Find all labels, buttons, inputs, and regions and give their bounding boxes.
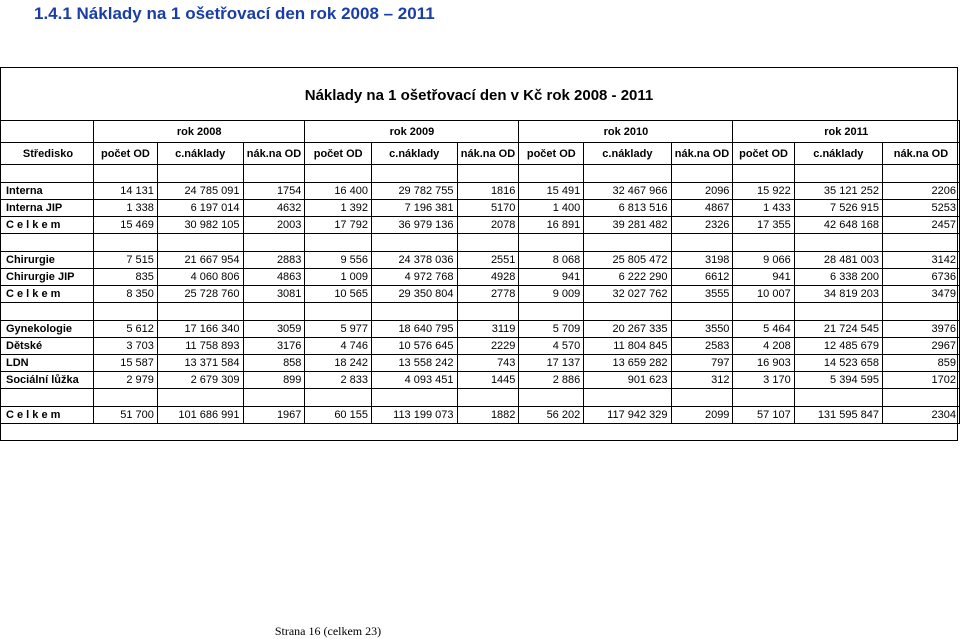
table-cell: 32 027 762: [584, 286, 671, 303]
table-cell: 3 170: [733, 372, 794, 389]
table-cell: 4 972 768: [371, 269, 457, 286]
table-cell: 797: [671, 355, 733, 372]
table-cell: 15 469: [93, 217, 157, 234]
table-cell: 4928: [457, 269, 519, 286]
table-cell: 3142: [882, 252, 959, 269]
table-cell: 3 703: [93, 338, 157, 355]
row-label: Interna: [0, 183, 93, 200]
table-cell: 13 371 584: [157, 355, 243, 372]
table-cell: 13 558 242: [371, 355, 457, 372]
table-cell: 835: [93, 269, 157, 286]
table-cell: 7 196 381: [371, 200, 457, 217]
table-cell: 25 728 760: [157, 286, 243, 303]
row-label: C e l k e m: [0, 286, 93, 303]
section-heading: 1.4.1 Náklady na 1 ošetřovací den rok 2008 – 2011: [34, 4, 435, 23]
table-cell: 14 523 658: [794, 355, 882, 372]
table-cell: 6736: [882, 269, 959, 286]
year-2009-header: rok 2009: [305, 121, 519, 143]
table-cell: 2583: [671, 338, 733, 355]
table-cell: 1754: [243, 183, 305, 200]
table-cell: 941: [733, 269, 794, 286]
column-header: počet OD: [733, 143, 794, 165]
table-cell: 1882: [457, 407, 519, 424]
row-label: C e l k e m: [0, 217, 93, 234]
table-cell: 9 556: [305, 252, 372, 269]
table-cell: 1 338: [93, 200, 157, 217]
year-2008-header: rok 2008: [93, 121, 304, 143]
table-cell: 2883: [243, 252, 305, 269]
table-cell: 11 758 893: [157, 338, 243, 355]
table-cell: 2099: [671, 407, 733, 424]
table-cell: 32 467 966: [584, 183, 671, 200]
table-cell: 8 350: [93, 286, 157, 303]
column-header: nák.na OD: [882, 143, 959, 165]
table-cell: 36 979 136: [371, 217, 457, 234]
table-cell: 4 060 806: [157, 269, 243, 286]
column-header: Středisko: [0, 143, 93, 165]
table-cell: 42 648 168: [794, 217, 882, 234]
table-cell: 1445: [457, 372, 519, 389]
table-cell: 1967: [243, 407, 305, 424]
spacer-row: [0, 165, 960, 183]
table-row: [0, 217, 960, 234]
table-cell: 30 982 105: [157, 217, 243, 234]
spacer-row: [0, 234, 960, 252]
table-cell: 2206: [882, 183, 959, 200]
table-cell: 2326: [671, 217, 733, 234]
table-row: [0, 407, 960, 424]
column-header: nák.na OD: [671, 143, 733, 165]
column-header: c.náklady: [584, 143, 671, 165]
table-cell: 10 565: [305, 286, 372, 303]
table-cell: 101 686 991: [157, 407, 243, 424]
column-header: nák.na OD: [457, 143, 519, 165]
table-cell: 5 394 595: [794, 372, 882, 389]
table-cell: 16 903: [733, 355, 794, 372]
table-cell: 24 378 036: [371, 252, 457, 269]
table-cell: 858: [243, 355, 305, 372]
column-header: počet OD: [93, 143, 157, 165]
table-cell: 1816: [457, 183, 519, 200]
table-cell: 2967: [882, 338, 959, 355]
table-cell: 3479: [882, 286, 959, 303]
table-row: [0, 183, 960, 200]
table-cell: 12 485 679: [794, 338, 882, 355]
table-cell: 5 977: [305, 321, 372, 338]
table-cell: 131 595 847: [794, 407, 882, 424]
table-cell: 2078: [457, 217, 519, 234]
cost-table: [0, 120, 960, 424]
table-cell: 25 805 472: [584, 252, 671, 269]
row-label: Gynekologie: [0, 321, 93, 338]
table-cell: 1 433: [733, 200, 794, 217]
table-cell: 859: [882, 355, 959, 372]
table-cell: 6 197 014: [157, 200, 243, 217]
table-cell: 15 922: [733, 183, 794, 200]
table-cell: 18 242: [305, 355, 372, 372]
table-cell: 3555: [671, 286, 733, 303]
table-cell: 17 792: [305, 217, 372, 234]
row-label: C e l k e m: [0, 407, 93, 424]
table-cell: 5 709: [519, 321, 584, 338]
table-cell: 4 746: [305, 338, 372, 355]
table-row: [0, 286, 960, 303]
table-cell: 5253: [882, 200, 959, 217]
table-cell: 6612: [671, 269, 733, 286]
table-cell: 16 400: [305, 183, 372, 200]
table-cell: 2304: [882, 407, 959, 424]
table-cell: 2229: [457, 338, 519, 355]
table-cell: 113 199 073: [371, 407, 457, 424]
table-cell: 4 093 451: [371, 372, 457, 389]
row-label: Chirurgie JIP: [0, 269, 93, 286]
table-cell: 3119: [457, 321, 519, 338]
table-cell: 2778: [457, 286, 519, 303]
table-cell: 2 886: [519, 372, 584, 389]
table-cell: 3081: [243, 286, 305, 303]
table-cell: 4632: [243, 200, 305, 217]
table-cell: 3059: [243, 321, 305, 338]
table-cell: 2457: [882, 217, 959, 234]
table-cell: 5 612: [93, 321, 157, 338]
table-cell: 9 066: [733, 252, 794, 269]
table-cell: 899: [243, 372, 305, 389]
table-cell: 1702: [882, 372, 959, 389]
table-row: [0, 269, 960, 286]
table-cell: 3976: [882, 321, 959, 338]
table-cell: 4867: [671, 200, 733, 217]
table-title: Náklady na 1 ošetřovací den v Kč rok 2008 - 2011: [304, 87, 654, 104]
table-cell: 16 891: [519, 217, 584, 234]
table-cell: 28 481 003: [794, 252, 882, 269]
table-cell: 15 587: [93, 355, 157, 372]
table-cell: 60 155: [305, 407, 372, 424]
table-cell: 2 833: [305, 372, 372, 389]
table-cell: 3550: [671, 321, 733, 338]
table-row: [0, 338, 960, 355]
year-header-blank: [0, 121, 93, 143]
table-cell: 10 007: [733, 286, 794, 303]
table-cell: 9 009: [519, 286, 584, 303]
table-cell: 29 782 755: [371, 183, 457, 200]
table-cell: 5170: [457, 200, 519, 217]
table-row: [0, 355, 960, 372]
table-cell: 2551: [457, 252, 519, 269]
spacer-row: [0, 303, 960, 321]
table-cell: 56 202: [519, 407, 584, 424]
table-cell: 5 464: [733, 321, 794, 338]
table-cell: 20 267 335: [584, 321, 671, 338]
column-header: počet OD: [305, 143, 372, 165]
table-cell: 17 355: [733, 217, 794, 234]
table-cell: 1 392: [305, 200, 372, 217]
column-header: počet OD: [519, 143, 584, 165]
table-cell: 312: [671, 372, 733, 389]
table-row: [0, 372, 960, 389]
table-cell: 941: [519, 269, 584, 286]
column-header: c.náklady: [794, 143, 882, 165]
table-row: [0, 321, 960, 338]
table-cell: 15 491: [519, 183, 584, 200]
table-cell: 51 700: [93, 407, 157, 424]
table-cell: 2 979: [93, 372, 157, 389]
table-cell: 4863: [243, 269, 305, 286]
table-cell: 17 137: [519, 355, 584, 372]
table-cell: 1 400: [519, 200, 584, 217]
table-cell: 21 667 954: [157, 252, 243, 269]
table-cell: 10 576 645: [371, 338, 457, 355]
table-cell: 2 679 309: [157, 372, 243, 389]
table-cell: 6 338 200: [794, 269, 882, 286]
table-cell: 8 068: [519, 252, 584, 269]
table-cell: 3176: [243, 338, 305, 355]
table-cell: 2003: [243, 217, 305, 234]
table-cell: 3198: [671, 252, 733, 269]
table-cell: 17 166 340: [157, 321, 243, 338]
table-cell: 11 804 845: [584, 338, 671, 355]
row-label: Interna JIP: [0, 200, 93, 217]
table-cell: 2096: [671, 183, 733, 200]
table-cell: 14 131: [93, 183, 157, 200]
table-cell: 7 515: [93, 252, 157, 269]
page-footer: Strana 16 (celkem 23): [274, 624, 382, 638]
table-cell: 6 813 516: [584, 200, 671, 217]
table-cell: 18 640 795: [371, 321, 457, 338]
table-cell: 6 222 290: [584, 269, 671, 286]
table-cell: 24 785 091: [157, 183, 243, 200]
table-cell: 7 526 915: [794, 200, 882, 217]
column-header: c.náklady: [157, 143, 243, 165]
table-cell: 117 942 329: [584, 407, 671, 424]
column-header-row: [0, 143, 960, 165]
row-label: Chirurgie: [0, 252, 93, 269]
row-label: LDN: [0, 355, 93, 372]
table-row: [0, 200, 960, 217]
table-cell: 4 208: [733, 338, 794, 355]
row-label: Sociální lůžka: [0, 372, 93, 389]
table-cell: 21 724 545: [794, 321, 882, 338]
year-header-row: [0, 121, 960, 143]
table-cell: 29 350 804: [371, 286, 457, 303]
table-cell: 35 121 252: [794, 183, 882, 200]
table-row: [0, 252, 960, 269]
table-cell: 743: [457, 355, 519, 372]
column-header: c.náklady: [371, 143, 457, 165]
table-cell: 1 009: [305, 269, 372, 286]
year-2010-header: rok 2010: [519, 121, 733, 143]
column-header: nák.na OD: [243, 143, 305, 165]
table-cell: 39 281 482: [584, 217, 671, 234]
table-cell: 57 107: [733, 407, 794, 424]
spacer-row: [0, 389, 960, 407]
table-cell: 901 623: [584, 372, 671, 389]
table-cell: 34 819 203: [794, 286, 882, 303]
table-cell: 13 659 282: [584, 355, 671, 372]
year-2011-header: rok 2011: [733, 121, 960, 143]
table-cell: 4 570: [519, 338, 584, 355]
row-label: Dětské: [0, 338, 93, 355]
